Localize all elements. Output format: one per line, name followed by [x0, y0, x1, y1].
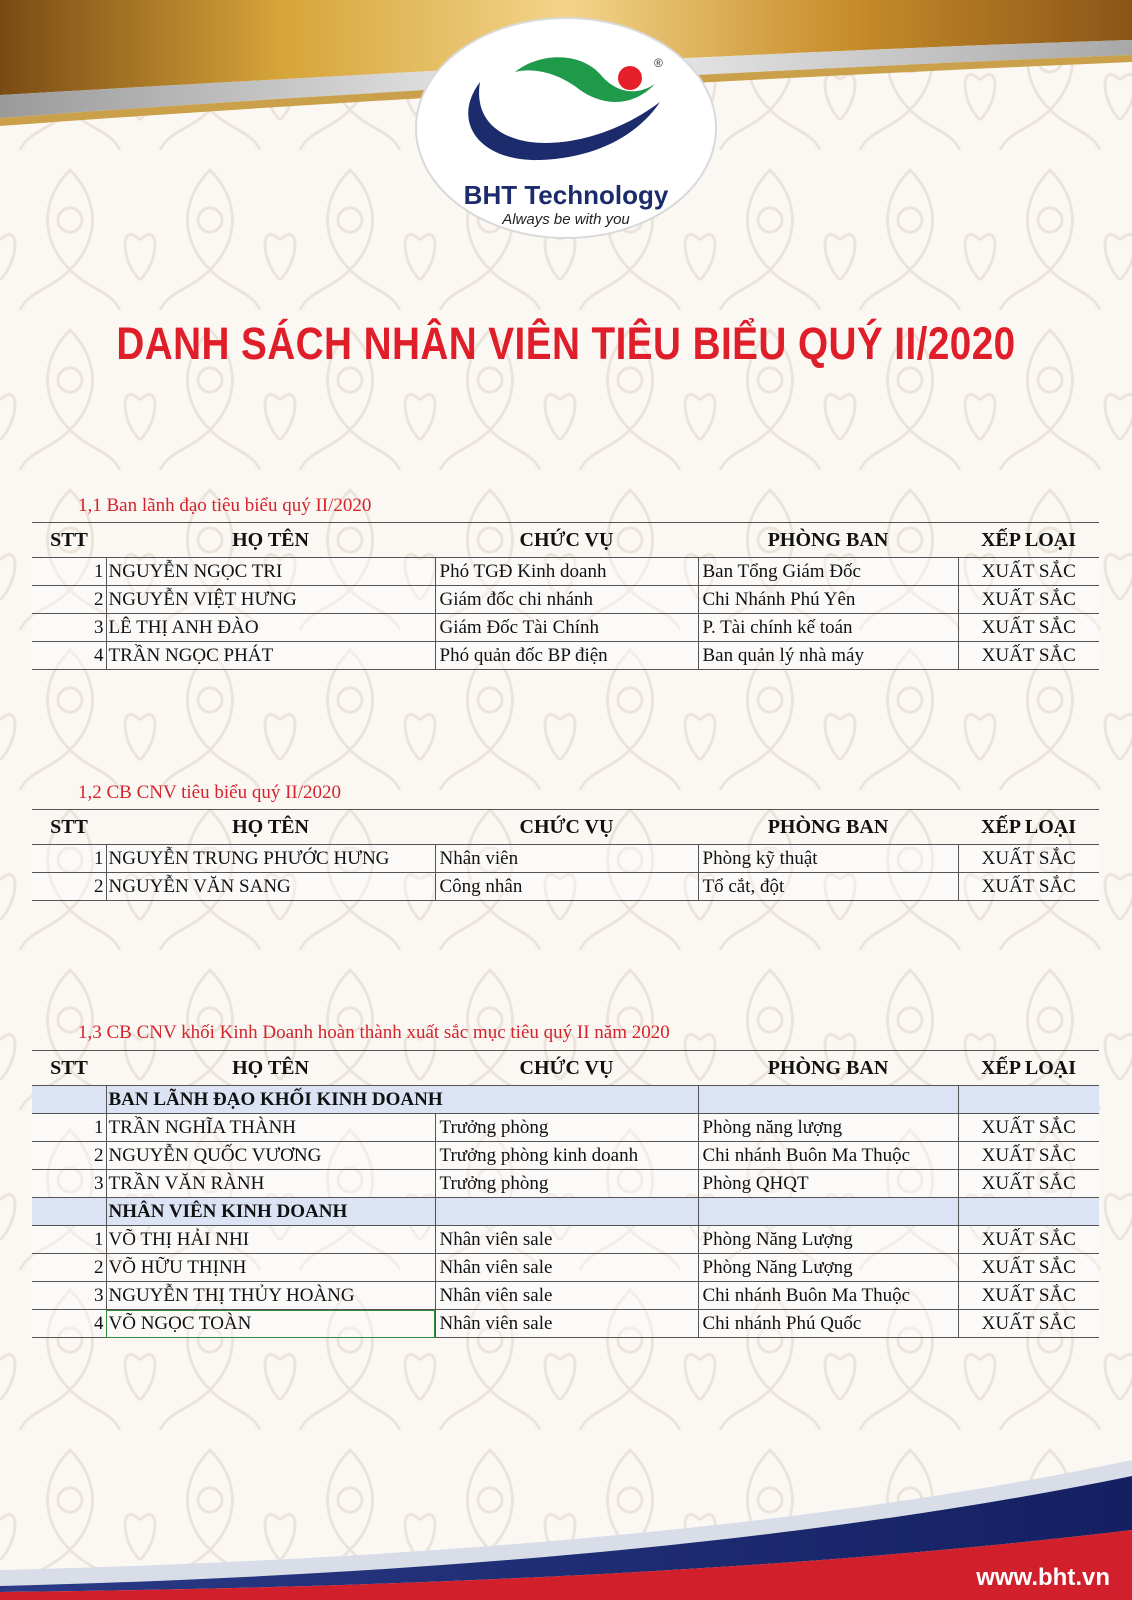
cell-rank[interactable] [958, 1198, 1099, 1226]
cell-stt[interactable]: 2 [32, 1254, 106, 1282]
cell-department[interactable]: Phòng Năng Lượng [698, 1226, 958, 1254]
cell-stt[interactable]: 1 [32, 1226, 106, 1254]
logo-company-name [410, 180, 722, 211]
cell-rank[interactable]: XUẤT SẮC [958, 642, 1099, 670]
table-row [32, 1254, 1099, 1282]
table-row [32, 1114, 1099, 1142]
header-position: CHỨC VỤ [435, 1051, 698, 1086]
table-header-row [32, 1051, 1099, 1086]
table-row [32, 1142, 1099, 1170]
table-row [32, 1170, 1099, 1198]
cell-department[interactable]: Chi Nhánh Phú Yên [698, 586, 958, 614]
group-row [32, 1198, 1099, 1226]
cell-department[interactable]: Phòng kỹ thuật [698, 845, 958, 873]
table-row [32, 873, 1099, 901]
company-logo [410, 12, 722, 244]
cell-position[interactable]: Nhân viên sale [435, 1282, 698, 1310]
cell-department[interactable]: Ban quản lý nhà máy [698, 642, 958, 670]
cell-position[interactable]: Nhân viên sale [435, 1310, 698, 1338]
cell-position[interactable]: Phó quản đốc BP điện [435, 642, 698, 670]
header-department: PHÒNG BAN [698, 523, 958, 558]
group-row [32, 1086, 1099, 1114]
cell-position[interactable]: Nhân viên [435, 845, 698, 873]
table-row [32, 614, 1099, 642]
table-row [32, 642, 1099, 670]
registered-mark: ® [654, 56, 663, 70]
header-stt: STT [32, 523, 106, 558]
cell-stt[interactable]: 2 [32, 873, 106, 901]
cell-stt[interactable]: 3 [32, 1170, 106, 1198]
cell-stt[interactable]: 4 [32, 642, 106, 670]
cell-department[interactable]: Phòng QHQT [698, 1170, 958, 1198]
cell-name[interactable]: TRẦN NGỌC PHÁT [106, 642, 435, 670]
group-label[interactable]: BAN LÃNH ĐẠO KHỐI KINH DOANH [106, 1086, 698, 1114]
cell-department[interactable]: P. Tài chính kế toán [698, 614, 958, 642]
cell-name[interactable]: TRẦN NGHĨA THÀNH [106, 1114, 435, 1142]
table-staff [32, 809, 1099, 901]
header-name: HỌ TÊN [106, 1051, 435, 1086]
header-rank: XẾP LOẠI [958, 1051, 1099, 1086]
cell-stt[interactable]: 1 [32, 1114, 106, 1142]
page-title: DANH SÁCH NHÂN VIÊN TIÊU BIỂU QUÝ II/2020 [116, 318, 1016, 369]
cell-name[interactable]: NGUYỄN QUỐC VƯƠNG [106, 1142, 435, 1170]
cell-stt[interactable] [32, 1198, 106, 1226]
cell-stt[interactable]: 2 [32, 1142, 106, 1170]
cell-name[interactable]: NGUYỄN NGỌC TRI [106, 558, 435, 586]
website-link[interactable]: www.bht.vn [976, 1564, 1110, 1591]
header-department: PHÒNG BAN [698, 810, 958, 845]
cell-position[interactable]: Công nhân [435, 873, 698, 901]
cell-rank[interactable]: XUẤT SẮC [958, 1142, 1099, 1170]
logo-name-rest: Technology [517, 180, 669, 210]
cell-rank[interactable]: XUẤT SẮC [958, 586, 1099, 614]
cell-position[interactable] [435, 1198, 698, 1226]
cell-stt[interactable] [32, 1086, 106, 1114]
cell-department[interactable]: Chi nhánh Buôn Ma Thuộc [698, 1282, 958, 1310]
cell-rank[interactable]: XUẤT SẮC [958, 1170, 1099, 1198]
header-rank: XẾP LOẠI [958, 523, 1099, 558]
cell-name[interactable]: NGUYỄN THỊ THỦY HOÀNG [106, 1282, 435, 1310]
cell-position[interactable]: Phó TGĐ Kinh doanh [435, 558, 698, 586]
cell-department[interactable]: Tổ cắt, đột [698, 873, 958, 901]
table-header-row [32, 523, 1099, 558]
header-name: HỌ TÊN [106, 810, 435, 845]
cell-stt[interactable]: 2 [32, 586, 106, 614]
cell-rank[interactable]: XUẤT SẮC [958, 558, 1099, 586]
cell-name[interactable]: NGUYỄN VĂN SANG [106, 873, 435, 901]
cell-stt[interactable]: 3 [32, 1282, 106, 1310]
header-position: CHỨC VỤ [435, 523, 698, 558]
cell-department[interactable] [698, 1198, 958, 1226]
header-department: PHÒNG BAN [698, 1051, 958, 1086]
cell-stt[interactable]: 3 [32, 614, 106, 642]
cell-rank[interactable]: XUẤT SẮC [958, 845, 1099, 873]
table-header-row [32, 810, 1099, 845]
cell-name-selected[interactable]: VÕ NGỌC TOÀN [106, 1310, 435, 1338]
table-row [32, 1282, 1099, 1310]
cell-name[interactable]: VÕ THỊ HẢI NHI [106, 1226, 435, 1254]
table-row [32, 586, 1099, 614]
table-row [32, 1310, 1099, 1338]
cell-department[interactable]: Ban Tổng Giám Đốc [698, 558, 958, 586]
table-leaders [32, 522, 1099, 670]
header-name: HỌ TÊN [106, 523, 435, 558]
cell-name[interactable]: TRẦN VĂN RÀNH [106, 1170, 435, 1198]
cell-stt[interactable]: 1 [32, 558, 106, 586]
cell-position[interactable]: Giám đốc chi nhánh [435, 586, 698, 614]
cell-department[interactable]: Chi nhánh Buôn Ma Thuộc [698, 1142, 958, 1170]
cell-rank[interactable]: XUẤT SẮC [958, 1282, 1099, 1310]
cell-name[interactable]: LÊ THỊ ANH ĐÀO [106, 614, 435, 642]
table-row [32, 1226, 1099, 1254]
cell-rank[interactable]: XUẤT SẮC [958, 1114, 1099, 1142]
cell-position[interactable]: Trưởng phòng [435, 1170, 698, 1198]
cell-rank[interactable]: XUẤT SẮC [958, 873, 1099, 901]
cell-department[interactable]: Chi nhánh Phú Quốc [698, 1310, 958, 1338]
cell-position[interactable]: Nhân viên sale [435, 1226, 698, 1254]
table-sales [32, 1050, 1099, 1338]
cell-stt[interactable]: 4 [32, 1310, 106, 1338]
cell-rank[interactable]: XUẤT SẮC [958, 1226, 1099, 1254]
cell-position[interactable]: Giám Đốc Tài Chính [435, 614, 698, 642]
header-stt: STT [32, 810, 106, 845]
logo-tagline: Always be with you [502, 211, 630, 228]
logo-name-prefix: BHT [463, 180, 518, 210]
cell-position[interactable]: Nhân viên sale [435, 1254, 698, 1282]
header-stt: STT [32, 1051, 106, 1086]
table-row [32, 558, 1099, 586]
cell-position[interactable]: Trưởng phòng kinh doanh [435, 1142, 698, 1170]
group-label[interactable]: NHÂN VIÊN KINH DOANH [106, 1198, 435, 1226]
cell-department[interactable] [698, 1086, 958, 1114]
cell-rank[interactable] [958, 1086, 1099, 1114]
cell-name[interactable]: VÕ HỮU THỊNH [106, 1254, 435, 1282]
cell-name[interactable]: NGUYỄN TRUNG PHƯỚC HƯNG [106, 845, 435, 873]
cell-rank[interactable]: XUẤT SẮC [958, 1254, 1099, 1282]
cell-position[interactable]: Trưởng phòng [435, 1114, 698, 1142]
cell-rank[interactable]: XUẤT SẮC [958, 614, 1099, 642]
section-3-title: 1,3 CB CNV khối Kinh Doanh hoàn thành xuất sắc mục tiêu quý II năm 2020 [78, 1022, 670, 1043]
cell-stt[interactable]: 1 [32, 845, 106, 873]
header-position: CHỨC VỤ [435, 810, 698, 845]
cell-name[interactable]: NGUYỄN VIỆT HƯNG [106, 586, 435, 614]
section-1-title: 1,1 Ban lãnh đạo tiêu biểu quý II/2020 [78, 495, 372, 516]
cell-rank[interactable]: XUẤT SẮC [958, 1310, 1099, 1338]
cell-department[interactable]: Phòng năng lượng [698, 1114, 958, 1142]
section-2-title: 1,2 CB CNV tiêu biểu quý II/2020 [78, 782, 342, 803]
bottom-decorative-band [0, 1420, 1132, 1600]
cell-department[interactable]: Phòng Năng Lượng [698, 1254, 958, 1282]
header-rank: XẾP LOẠI [958, 810, 1099, 845]
table-row [32, 845, 1099, 873]
